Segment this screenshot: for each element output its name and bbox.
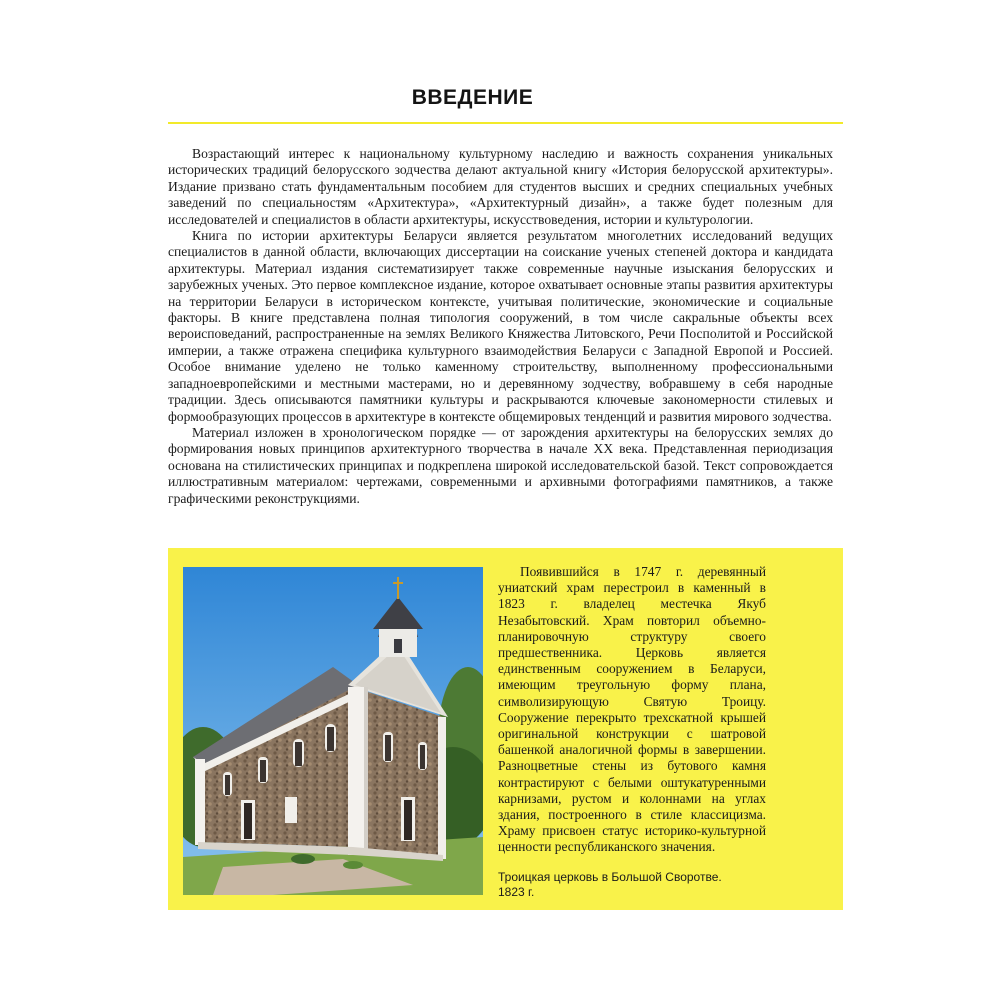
page-title: ВВЕДЕНИЕ [411, 86, 534, 109]
caption-date: 1823 г. [498, 885, 535, 899]
photo-caption [498, 870, 788, 900]
church-description-text: Появившийся в 1747 г. деревянный униатский храм перестроил в каменный в 1823 г. владелец местечка Якуб Незабытовский. Храм повторил объемно-планировочную структуру своего предшественника. Церковь является единственным сооружением в Беларуси, имеющим треугольную форму плана, символизирующую Святую Троицу. Сооружение перекрыто трехскатной крышей оригинальной конструкции с шатровой башенкой аналогичной формы в завершении. Разноцветные стены из бутового камня контрастируют с белыми оштукатуренными карнизами, рустом и колоннами на углах здания, построенного в стиле классицизма. Храму присвоен статус историко-культурной ценности республиканского значения. [498, 564, 766, 855]
church-photo [183, 567, 483, 895]
church-description [498, 564, 766, 856]
intro-paragraph: Возрастающий интерес к национальному культурному наследию и важность сохранения уникальных исторических традиций белорусского зодчества делают актуальной книгу «История белорусской архитектуры». Издание призвано стать фундаментальным пособием для студентов высших и средних специальных учебных заведений по специальностям «Архитектура», «Архитектурный дизайн», а также будет полезным для исследователей и специалистов в области архитектуры, искусствоведения, истории и культурологии. [168, 146, 833, 227]
title-rule [168, 122, 843, 124]
caption-title: Троицкая церковь в Большой Своротве. [498, 870, 722, 884]
intro-paragraph: Книга по истории архитектуры Беларуси является результатом многолетних исследований ведущих специалистов в данной области, включающих диссертации на соискание ученых степеней доктора и кандидата архитектуры. Материал издания систематизирует также современные научные изыскания белорусских и зарубежных ученых. Это первое комплексное издание, которое охватывает основные этапы развития архитектуры на территории Беларуси в историческом контексте, учитывая политические, экономические и социальные факторы. В книге представлена полная типология сооружений, в том числе сакральные объекты всех вероисповеданий, распространенные на землях Великого Княжества Литовского, Речи Посполитой и Российской империи, а также отражена специфика культурного взаимодействия Беларуси с Западной Европой и Россией. Особое внимание уделено не только каменному строительству, выполненному профессиональными западноевропейскими и местными мастерами, но и деревянному зодчеству, вобравшему в себя народные традиции. Здесь описываются памятники культуры и раскрываются ключевые закономерности стилевых и формообразующих процессов в архитектуре в контексте общемировых тенденций и развития мирового зодчества. [168, 228, 833, 424]
intro-text [168, 146, 833, 507]
intro-paragraph: Материал изложен в хронологическом порядке — от зарождения архитектуры на белорусских землях до формирования новых принципов архитектурного творчества в начале XX века. Представленная периодизация основана на стилистических принципах и подкреплена широкой исследовательской базой. Текст сопровождается иллюстративным материалом: чертежами, современными и архивными фотографиями памятников, а также графическими реконструкциями. [168, 424, 833, 506]
